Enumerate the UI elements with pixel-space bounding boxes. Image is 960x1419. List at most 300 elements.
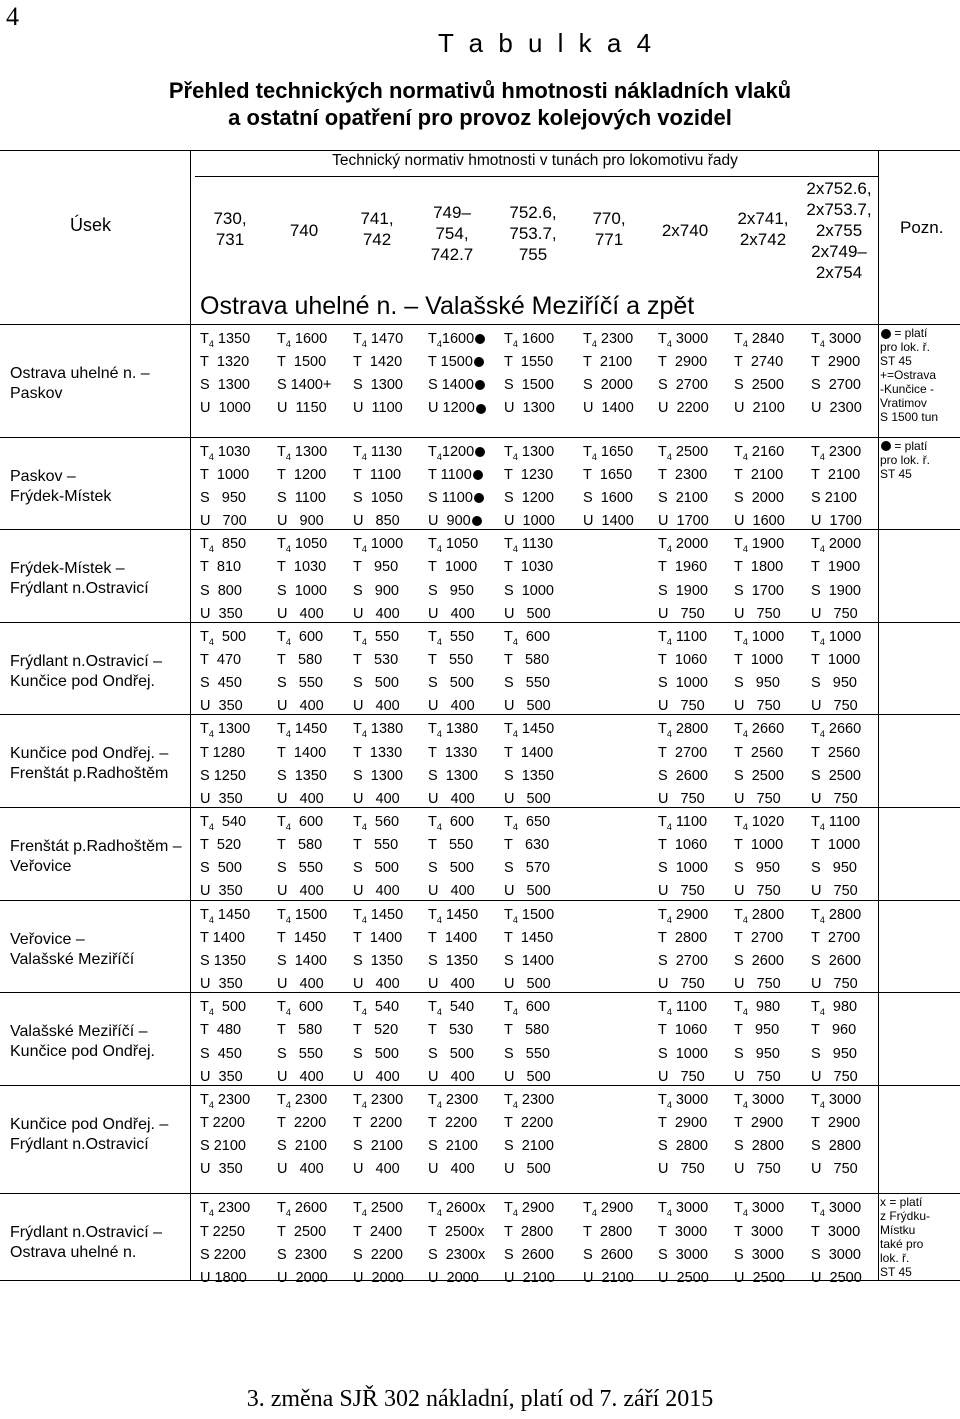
- column-header-1: 740: [289, 221, 319, 240]
- table-cell: S 3000: [734, 1246, 784, 1263]
- section-name: Frýdlant n.Ostravicí – Ostrava uhelné n.: [10, 1224, 163, 1262]
- table-cell: T 580: [277, 651, 323, 668]
- table-cell: S 3000: [658, 1246, 708, 1263]
- column-header-3: 749– 754, 742.7: [430, 203, 474, 264]
- table-cell: T 1100: [353, 466, 402, 483]
- table-cell: $T_4$ 1600: [277, 331, 328, 349]
- table-cell: T 1000: [811, 651, 861, 668]
- column-header-5: 770, 771: [592, 209, 626, 249]
- table-cell: U 400: [428, 605, 475, 622]
- table-cell: T 550: [428, 651, 474, 668]
- table-cell: U 400: [428, 790, 475, 807]
- table-cell: T 530: [353, 651, 399, 668]
- table-cell: $T_4$ 1000: [734, 628, 785, 647]
- table-cell: T 1030: [504, 559, 554, 576]
- table-cell: U 750: [811, 605, 858, 622]
- table-cell: T 2800: [658, 929, 708, 946]
- table-cell: S 2300: [277, 1246, 327, 1263]
- table-cell: $T_4$ 2800: [811, 906, 862, 925]
- table-cell: T 3000: [658, 1223, 708, 1240]
- table-cell: S 2500: [811, 767, 861, 784]
- column-header-4: 752.6, 753.7, 755: [509, 203, 557, 264]
- table-cell: T 2900: [658, 354, 708, 371]
- section-name: Ostrava uhelné n. – Paskov: [10, 365, 150, 402]
- table-cell: S 1000: [504, 582, 554, 599]
- table-cell: S 1400: [277, 952, 327, 969]
- table-cell: S 1400+: [277, 377, 332, 394]
- table-cell: T 480: [200, 1022, 242, 1039]
- table-cell: T 1060: [658, 837, 708, 854]
- table-cell: U 1150: [277, 400, 327, 417]
- table-cell: U 400: [277, 1161, 324, 1178]
- table-cell: S 2100: [811, 489, 857, 506]
- table-cell: $T_4$ 1500: [504, 906, 555, 925]
- table-cell: $T_4$ 1470: [353, 331, 404, 349]
- table-cell: $T_4$ 600: [504, 999, 551, 1018]
- table-cell: $T_4$ 2600x: [428, 1200, 486, 1219]
- table-cell: $T_4$ 3000: [734, 1200, 785, 1219]
- page-title: Přehled technických normativů hmotnosti nákladních vlaků: [168, 78, 792, 103]
- table-cell: S 500: [428, 860, 474, 877]
- table-cell: $T_4$ 550: [353, 628, 400, 647]
- section-name: Kunčice pod Ondřej. – Frýdlant n.Ostravicí: [10, 1115, 169, 1153]
- table-cell: S 2800: [811, 1138, 861, 1155]
- table-cell: T 2900: [811, 354, 861, 371]
- table-cell: $T_4$ 600: [277, 999, 324, 1018]
- table-cell: U 1700: [658, 513, 709, 530]
- table-cell: S 1100: [428, 487, 484, 509]
- table-cell: $T_4$ 1450: [353, 906, 404, 925]
- column-header-6: 2x740: [661, 221, 709, 240]
- table-cell: U 1000: [200, 400, 251, 417]
- table-cell: U 2200: [658, 400, 709, 417]
- table-cell: U 500: [504, 1161, 551, 1178]
- table-cell: U 750: [734, 1068, 781, 1085]
- table-cell: S 2300x: [428, 1246, 486, 1263]
- table-cell: T 3000: [734, 1223, 784, 1240]
- table-cell: S 1100: [277, 489, 326, 506]
- table-cell: $T_4$ 980: [811, 999, 858, 1018]
- table-cell: S 550: [504, 675, 550, 692]
- section-note: x = platí z Frýdku- Místku také pro lok. ř. ST 45: [880, 1195, 931, 1280]
- table-cell: S 800: [200, 582, 242, 599]
- table-cell: T 2900: [658, 1114, 708, 1131]
- table-cell: T 1400: [277, 744, 327, 761]
- section-note: = platí pro lok. ř. ST 45: [880, 438, 931, 481]
- table-cell: $T_4$ 1900: [734, 536, 785, 555]
- table-cell: U 500: [504, 976, 551, 993]
- table-cell: S 950: [734, 860, 780, 877]
- table-cell: $T_4$ 560: [353, 814, 400, 832]
- table-cell: $T_4$ 1050: [277, 536, 328, 555]
- normativ-header: Technický normativ hmotnosti v tunách pro lokomotivu řady: [332, 152, 738, 169]
- table-cell: U 1000: [504, 513, 555, 530]
- table-cell: T 1450: [504, 929, 554, 946]
- bullet-dot-icon: [881, 441, 891, 451]
- table-cell: U 400: [353, 976, 400, 993]
- table-cell: T 1100: [428, 464, 483, 486]
- table-cell: U 400: [353, 698, 400, 715]
- table-cell: $T_4$ 1050: [428, 536, 479, 555]
- table-cell: U 1600: [734, 513, 785, 530]
- table-cell: T 1650: [583, 466, 633, 483]
- table-cell: T 1060: [658, 1022, 708, 1039]
- table-cell: S 1300: [353, 377, 403, 394]
- table-cell: $T_4$ 2300: [353, 1091, 404, 1110]
- table-cell: S 2100: [658, 489, 708, 506]
- table-cell: T 580: [504, 1022, 550, 1039]
- table-cell: U 400: [353, 1161, 400, 1178]
- table-cell: U 750: [811, 976, 858, 993]
- table-cell: $T_4$ 1450: [504, 721, 555, 740]
- table-cell: U 750: [658, 698, 705, 715]
- table-cell: $T_4$ 650: [504, 814, 551, 832]
- table-cell: U 400: [277, 605, 324, 622]
- table-cell: $T_4$ 540: [353, 999, 400, 1018]
- section-name: Paskov – Frýdek-Místek: [10, 467, 112, 505]
- section-name: Veřovice – Valašské Meziříčí: [10, 930, 135, 968]
- table-cell: U 750: [734, 883, 781, 900]
- table-cell: S 1300: [353, 767, 403, 784]
- table-cell: S 1000: [277, 582, 327, 599]
- table-cell: S 2800: [734, 1138, 784, 1155]
- table-cell: $T_4$ 2000: [811, 536, 862, 555]
- table-cell: U 350: [200, 1068, 243, 1085]
- table-cell: S 2600: [504, 1246, 554, 1263]
- table-cell: S 1050: [353, 489, 403, 506]
- table-cell: U 1100: [353, 400, 403, 417]
- table-cell: $T_4$ 2160: [734, 443, 785, 462]
- table-cell: $T_4$ 2300: [504, 1091, 555, 1110]
- table-cell: $T_41200$: [428, 441, 485, 468]
- table-cell: S 2600: [734, 952, 784, 969]
- table-cell: $T_41600$: [428, 328, 485, 355]
- table-cell: $T_4$ 1380: [428, 721, 479, 740]
- table-cell: U 1700: [811, 513, 862, 530]
- route-title: Ostrava uhelné n. – Valašské Meziříčí a zpět: [200, 292, 695, 320]
- table-cell: $T_4$ 1300: [504, 443, 555, 462]
- table-cell: U 2500: [734, 1269, 785, 1286]
- table-cell: $T_4$ 2600: [277, 1200, 328, 1219]
- table-cell: $T_4$ 3000: [658, 331, 709, 349]
- table-cell: U 750: [811, 1068, 858, 1085]
- table-cell: S 550: [277, 860, 323, 877]
- table-cell: T 2200: [200, 1114, 245, 1131]
- table-cell: U 400: [353, 1068, 400, 1085]
- table-cell: T 580: [277, 837, 323, 854]
- table-cell: $T_4$ 1450: [277, 721, 328, 740]
- table-cell: T 2800: [504, 1223, 554, 1240]
- table-cell: $T_4$ 850: [200, 536, 247, 555]
- table-cell: T 580: [277, 1022, 323, 1039]
- table-cell: S 2100: [353, 1138, 403, 1155]
- table-cell: S 950: [811, 1045, 857, 1062]
- table-cell: $T_4$ 1450: [428, 906, 479, 925]
- table-cell: S 1200: [504, 489, 554, 506]
- table-cell: S 2600: [658, 767, 708, 784]
- table-cell: $T_4$ 1100: [658, 628, 708, 647]
- table-cell: T 2560: [734, 744, 784, 761]
- table-cell: $T_4$ 1350: [200, 331, 251, 349]
- table-cell: T 520: [353, 1022, 399, 1039]
- table-cell: T 470: [200, 651, 242, 668]
- table-cell: U 750: [658, 976, 705, 993]
- table-cell: U 400: [428, 1068, 475, 1085]
- table-cell: U 750: [811, 790, 858, 807]
- table-cell: S 1900: [811, 582, 861, 599]
- table-cell: S 2100: [504, 1138, 554, 1155]
- table-cell: $T_4$ 1130: [353, 443, 403, 462]
- table-cell: U 750: [658, 605, 705, 622]
- table-cell: U 2100: [504, 1269, 555, 1286]
- table-cell: T 1500: [428, 351, 484, 373]
- table-cell: U 400: [428, 1161, 475, 1178]
- table-cell: T 1500: [277, 354, 327, 371]
- table-cell: S 2700: [658, 952, 708, 969]
- table-cell: U 750: [658, 1161, 705, 1178]
- table-cell: T 2200: [353, 1114, 403, 1131]
- norm-table: [0, 150, 960, 1286]
- table-cell: T 2900: [811, 1114, 861, 1131]
- table-cell: S 1700: [734, 582, 784, 599]
- table-cell: S 950: [200, 489, 246, 506]
- table-cell: $T_4$ 3000: [811, 1091, 862, 1110]
- table-cell: T 2900: [734, 1114, 784, 1131]
- table-cell: S 1300: [428, 767, 478, 784]
- table-cell: $T_4$ 600: [504, 628, 551, 647]
- table-cell: S 2100: [428, 1138, 478, 1155]
- table-cell: U 750: [811, 698, 858, 715]
- table-cell: S 570: [504, 860, 550, 877]
- table-cell: T 2300: [658, 466, 708, 483]
- table-cell: S 2700: [658, 377, 708, 394]
- table-cell: $T_4$ 1000: [353, 536, 404, 555]
- table-cell: $T_4$ 540: [428, 999, 475, 1018]
- table-cell: S 500: [353, 1045, 399, 1062]
- table-cell: U 750: [734, 790, 781, 807]
- table-cell: S 2100: [277, 1138, 327, 1155]
- table-cell: T 1550: [504, 354, 554, 371]
- table-cell: S 2500: [734, 377, 784, 394]
- table-cell: S 2200: [353, 1246, 403, 1263]
- table-cell: S 1400: [428, 374, 485, 396]
- usek-header: Úsek: [70, 215, 112, 235]
- table-cell: T 630: [504, 837, 550, 854]
- section-name: Frýdlant n.Ostravicí – Kunčice pod Ondřej.: [10, 652, 163, 690]
- table-cell: S 950: [734, 675, 780, 692]
- table-cell: $T_4$ 600: [277, 628, 324, 647]
- table-cell: S 550: [504, 1045, 550, 1062]
- table-cell: T 1900: [811, 559, 861, 576]
- table-cell: $T_4$ 3000: [658, 1091, 709, 1110]
- table-cell: $T_4$ 1130: [504, 536, 554, 555]
- table-cell: $T_4$ 1100: [658, 814, 708, 832]
- table-cell: T 2700: [734, 929, 784, 946]
- table-cell: U 900: [277, 513, 324, 530]
- bullet-dot-icon: [476, 404, 486, 414]
- table-cell: U 2000: [428, 1269, 479, 1286]
- table-cell: U 400: [277, 790, 324, 807]
- table-cell: U 2100: [583, 1269, 634, 1286]
- table-cell: U 750: [734, 698, 781, 715]
- table-cell: S 1350: [504, 767, 554, 784]
- table-cell: T 1420: [353, 354, 403, 371]
- section-name: Frýdek-Místek – Frýdlant n.Ostravicí: [10, 560, 149, 598]
- table-cell: T 2250: [200, 1223, 245, 1240]
- table-cell: U 1800: [200, 1269, 247, 1286]
- table-cell: $T_4$ 1100: [811, 814, 861, 832]
- table-cell: $T_4$ 600: [277, 814, 324, 832]
- table-cell: S 1300: [200, 377, 250, 394]
- table-cell: U 750: [658, 790, 705, 807]
- table-cell: $T_4$ 1030: [200, 443, 251, 462]
- table-cell: $T_4$ 1380: [353, 721, 404, 740]
- table-cell: S 1350: [428, 952, 478, 969]
- table-cell: U 2300: [811, 400, 862, 417]
- table-cell: U 2000: [277, 1269, 328, 1286]
- table-cell: T 520: [200, 837, 242, 854]
- table-cell: T 2500: [277, 1223, 327, 1240]
- table-cell: U 500: [504, 883, 551, 900]
- table-cell: $T_4$ 2300: [811, 443, 862, 462]
- table-cell: T 550: [353, 837, 399, 854]
- table-cell: T 1320: [200, 354, 250, 371]
- table-cell: S 2200: [200, 1246, 246, 1263]
- page-subtitle: a ostatní opatření pro provoz kolejových vozidel: [228, 105, 732, 130]
- table-cell: S 2000: [583, 377, 633, 394]
- table-cell: U 500: [504, 1068, 551, 1085]
- table-cell: S 2000: [734, 489, 784, 506]
- table-cell: $T_4$ 2300: [200, 1200, 251, 1219]
- bullet-dot-icon: [474, 357, 484, 367]
- table-cell: T 2400: [353, 1223, 403, 1240]
- table-cell: U 350: [200, 698, 243, 715]
- table-cell: U 400: [277, 1068, 324, 1085]
- table-cell: S 950: [428, 582, 474, 599]
- table-cell: S 950: [811, 675, 857, 692]
- table-cell: S 500: [353, 860, 399, 877]
- table-cell: $T_4$ 1020: [734, 814, 785, 832]
- table-cell: U 400: [428, 883, 475, 900]
- bullet-dot-icon: [881, 329, 891, 339]
- table-cell: T 2700: [811, 929, 861, 946]
- table-cell: T 960: [811, 1022, 857, 1039]
- pozn-header: Pozn.: [900, 218, 944, 237]
- table-cell: S 2700: [811, 377, 861, 394]
- table-cell: T 2100: [734, 466, 784, 483]
- table-cell: U 350: [200, 1161, 243, 1178]
- table-cell: U 1200: [428, 397, 486, 419]
- bullet-dot-icon: [473, 470, 483, 480]
- table-cell: U 350: [200, 790, 243, 807]
- table-cell: S 2500: [734, 767, 784, 784]
- table-cell: T 580: [504, 651, 550, 668]
- column-header-0: 730, 731: [213, 209, 247, 249]
- table-cell: $T_4$ 1600: [504, 331, 555, 349]
- table-cell: U 2500: [811, 1269, 862, 1286]
- table-cell: U 750: [658, 883, 705, 900]
- footer: 3. změna SJŘ 302 nákladní, platí od 7. září 2015: [246, 1386, 714, 1412]
- table-cell: T 1200: [277, 466, 327, 483]
- table-cell: T 3000: [811, 1223, 861, 1240]
- table-cell: $T_4$ 2300: [200, 1091, 251, 1110]
- table-cell: $T_4$ 2900: [504, 1200, 555, 1219]
- table-cell: $T_4$ 2840: [734, 331, 785, 349]
- table-cell: S 2600: [583, 1246, 633, 1263]
- table-cell: U 750: [811, 1161, 858, 1178]
- table-cell: U 350: [200, 605, 243, 622]
- table-cell: T 1000: [734, 837, 784, 854]
- table-cell: S 1600: [583, 489, 633, 506]
- bullet-dot-icon: [472, 516, 482, 526]
- table-cell: U 500: [504, 790, 551, 807]
- table-cell: S 500: [200, 860, 242, 877]
- table-cell: U 750: [734, 1161, 781, 1178]
- table-cell: $T_4$ 1300: [277, 443, 328, 462]
- table-cell: S 2600: [811, 952, 861, 969]
- table-cell: S 450: [200, 675, 242, 692]
- table-cell: S 2100: [200, 1138, 246, 1155]
- table-cell: U 900: [428, 510, 482, 532]
- table-cell: $T_4$ 2500: [353, 1200, 404, 1219]
- table-cell: T 2200: [428, 1114, 478, 1131]
- table-cell: S 900: [353, 582, 399, 599]
- table-cell: T 2500x: [428, 1223, 485, 1240]
- table-cell: T 1400: [353, 929, 403, 946]
- table-cell: T 1280: [200, 744, 245, 761]
- table-cell: $T_4$ 2300: [277, 1091, 328, 1110]
- table-cell: T 1000: [428, 559, 478, 576]
- table-cell: $T_4$ 3000: [811, 331, 862, 349]
- table-cell: $T_4$ 980: [734, 999, 781, 1018]
- table-cell: S 3000: [811, 1246, 861, 1263]
- table-cell: $T_4$ 3000: [658, 1200, 709, 1219]
- table-cell: T 2100: [811, 466, 861, 483]
- table-cell: S 1400: [504, 952, 554, 969]
- column-header-8: 2x752.6, 2x753.7, 2x755 2x749– 2x754: [806, 179, 872, 282]
- table-cell: T 2800: [583, 1223, 633, 1240]
- table-cell: $T_4$ 2660: [811, 721, 862, 740]
- table-cell: U 500: [504, 698, 551, 715]
- bullet-dot-icon: [475, 380, 485, 390]
- table-cell: $T_4$ 2000: [658, 536, 709, 555]
- table-cell: T 1800: [734, 559, 784, 576]
- table-cell: S 500: [428, 1045, 474, 1062]
- table-cell: U 400: [353, 883, 400, 900]
- table-cell: $T_4$ 2660: [734, 721, 785, 740]
- table-cell: T 2100: [583, 354, 633, 371]
- table-cell: U 400: [428, 976, 475, 993]
- table-cell: T 550: [428, 837, 474, 854]
- table-cell: T 2200: [277, 1114, 327, 1131]
- table-cell: S 950: [734, 1045, 780, 1062]
- table-cell: S 1500: [504, 377, 554, 394]
- table-cell: T 1000: [734, 651, 784, 668]
- table-cell: S 1350: [353, 952, 403, 969]
- table-cell: U 350: [200, 883, 243, 900]
- table-cell: $T_4$ 540: [200, 814, 247, 832]
- table-cell: $T_4$ 2800: [734, 906, 785, 925]
- table-cell: U 2000: [353, 1269, 404, 1286]
- column-header-7: 2x741, 2x742: [737, 209, 789, 249]
- table-cell: U 400: [353, 605, 400, 622]
- table-cell: U 750: [811, 883, 858, 900]
- table-cell: S 550: [277, 675, 323, 692]
- table-cell: T 1330: [428, 744, 478, 761]
- section-name: Valašské Meziříčí – Kunčice pod Ondřej.: [10, 1023, 155, 1061]
- table-cell: $T_4$ 1450: [200, 906, 251, 925]
- table-cell: S 500: [428, 675, 474, 692]
